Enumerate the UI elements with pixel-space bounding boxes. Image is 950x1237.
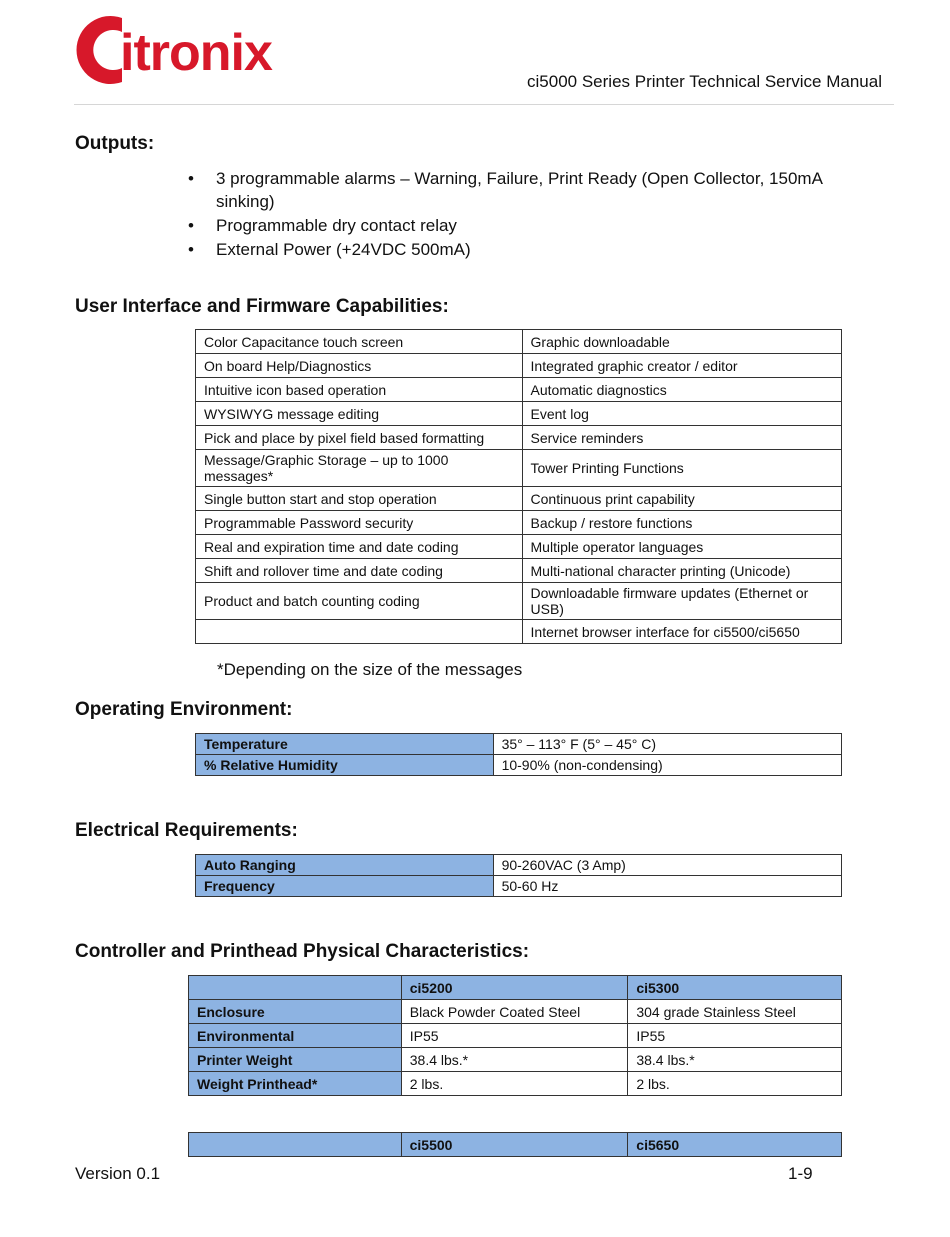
table-cell: Tower Printing Functions: [522, 450, 841, 487]
physical-table: [188, 975, 842, 1096]
capabilities-table: [195, 329, 842, 644]
table-header-row: [189, 976, 842, 1000]
table-cell: On board Help/Diagnostics: [196, 354, 523, 378]
table-cell: Continuous print capability: [522, 487, 841, 511]
table-header-cell: ci5650: [628, 1133, 842, 1157]
table-row: [196, 402, 842, 426]
table-cell: Product and batch counting coding: [196, 583, 523, 620]
table-row: [196, 378, 842, 402]
header-divider: [74, 104, 894, 105]
table-cell: 2 lbs.: [401, 1072, 628, 1096]
table-row: [196, 734, 842, 755]
table-row: [196, 855, 842, 876]
table-cell: Programmable Password security: [196, 511, 523, 535]
table-cell: 50-60 Hz: [493, 876, 841, 897]
table-row: [189, 1072, 842, 1096]
table-cell: Temperature: [196, 734, 494, 755]
outputs-list: [188, 167, 868, 262]
table-row: [196, 511, 842, 535]
table-cell: Intuitive icon based operation: [196, 378, 523, 402]
table-cell: 38.4 lbs.*: [628, 1048, 842, 1072]
table-row: [189, 1000, 842, 1024]
list-item: • 3 programmable alarms – Warning, Failure, Print Ready (Open Collector, 150mA sinking): [188, 167, 868, 213]
table-header-cell: ci5300: [628, 976, 842, 1000]
table-cell: WYSIWYG message editing: [196, 402, 523, 426]
table-row: [196, 559, 842, 583]
table-row: [196, 330, 842, 354]
table-row: [196, 535, 842, 559]
table-cell: Multiple operator languages: [522, 535, 841, 559]
table-row: [196, 450, 842, 487]
table-cell: Graphic downloadable: [522, 330, 841, 354]
table-row: [196, 354, 842, 378]
table-cell: Message/Graphic Storage – up to 1000 messages*: [196, 450, 523, 487]
footer-page-number: 1-9: [788, 1164, 813, 1183]
table-header-cell: [189, 976, 402, 1000]
table-cell: Color Capacitance touch screen: [196, 330, 523, 354]
table-cell: Auto Ranging: [196, 855, 494, 876]
physical-heading: Controller and Printhead Physical Characteristics:: [75, 941, 530, 962]
table-cell: Printer Weight: [189, 1048, 402, 1072]
table-cell: IP55: [401, 1024, 628, 1048]
table-header-cell: ci5500: [401, 1133, 628, 1157]
outputs-heading: Outputs:: [75, 133, 155, 154]
table-cell: Real and expiration time and date coding: [196, 535, 523, 559]
electrical-heading: Electrical Requirements:: [75, 820, 298, 841]
table-cell: Downloadable firmware updates (Ethernet or USB): [522, 583, 841, 620]
electrical-table: [195, 854, 842, 897]
list-item: • External Power (+24VDC 500mA): [188, 238, 868, 261]
table-cell: [196, 620, 523, 644]
manual-title: ci5000 Series Printer Technical Service Manual: [527, 72, 882, 91]
table-row: [196, 755, 842, 776]
table-cell: Automatic diagnostics: [522, 378, 841, 402]
table-cell: 38.4 lbs.*: [401, 1048, 628, 1072]
table-row: [196, 583, 842, 620]
table-cell: IP55: [628, 1024, 842, 1048]
table-row: [196, 487, 842, 511]
table-cell: 10-90% (non-condensing): [493, 755, 841, 776]
table-cell: % Relative Humidity: [196, 755, 494, 776]
table-cell: 35° – 113° F (5° – 45° C): [493, 734, 841, 755]
table-cell: Internet browser interface for ci5500/ci5650: [522, 620, 841, 644]
table-cell: Backup / restore functions: [522, 511, 841, 535]
table-cell: Pick and place by pixel field based formatting: [196, 426, 523, 450]
footer-version: Version 0.1: [75, 1164, 161, 1183]
table-cell: Event log: [522, 402, 841, 426]
storage-footnote: *Depending on the size of the messages: [217, 660, 523, 679]
table-cell: Frequency: [196, 876, 494, 897]
operating-environment-table: [195, 733, 842, 776]
physical-table-2: [188, 1132, 842, 1157]
table-cell: Enclosure: [189, 1000, 402, 1024]
table-row: [196, 620, 842, 644]
table-row: [196, 876, 842, 897]
table-row: [189, 1024, 842, 1048]
table-row: [189, 1048, 842, 1072]
table-cell: 2 lbs.: [628, 1072, 842, 1096]
table-cell: 90-260VAC (3 Amp): [493, 855, 841, 876]
svg-text:itronix: itronix: [120, 24, 272, 82]
operating-environment-heading: Operating Environment:: [75, 699, 293, 720]
table-cell: 304 grade Stainless Steel: [628, 1000, 842, 1024]
table-cell: Weight Printhead*: [189, 1072, 402, 1096]
table-header-cell: [189, 1133, 402, 1157]
table-cell: Integrated graphic creator / editor: [522, 354, 841, 378]
table-header-cell: ci5200: [401, 976, 628, 1000]
citronix-logo: [70, 6, 330, 90]
table-cell: Service reminders: [522, 426, 841, 450]
table-row: [196, 426, 842, 450]
table-header-row: [189, 1133, 842, 1157]
table-cell: Black Powder Coated Steel: [401, 1000, 628, 1024]
table-cell: Shift and rollover time and date coding: [196, 559, 523, 583]
list-item: • Programmable dry contact relay: [188, 214, 868, 237]
table-cell: Environmental: [189, 1024, 402, 1048]
ui-firmware-heading: User Interface and Firmware Capabilities:: [75, 296, 449, 317]
table-cell: Multi-national character printing (Unicode): [522, 559, 841, 583]
table-cell: Single button start and stop operation: [196, 487, 523, 511]
